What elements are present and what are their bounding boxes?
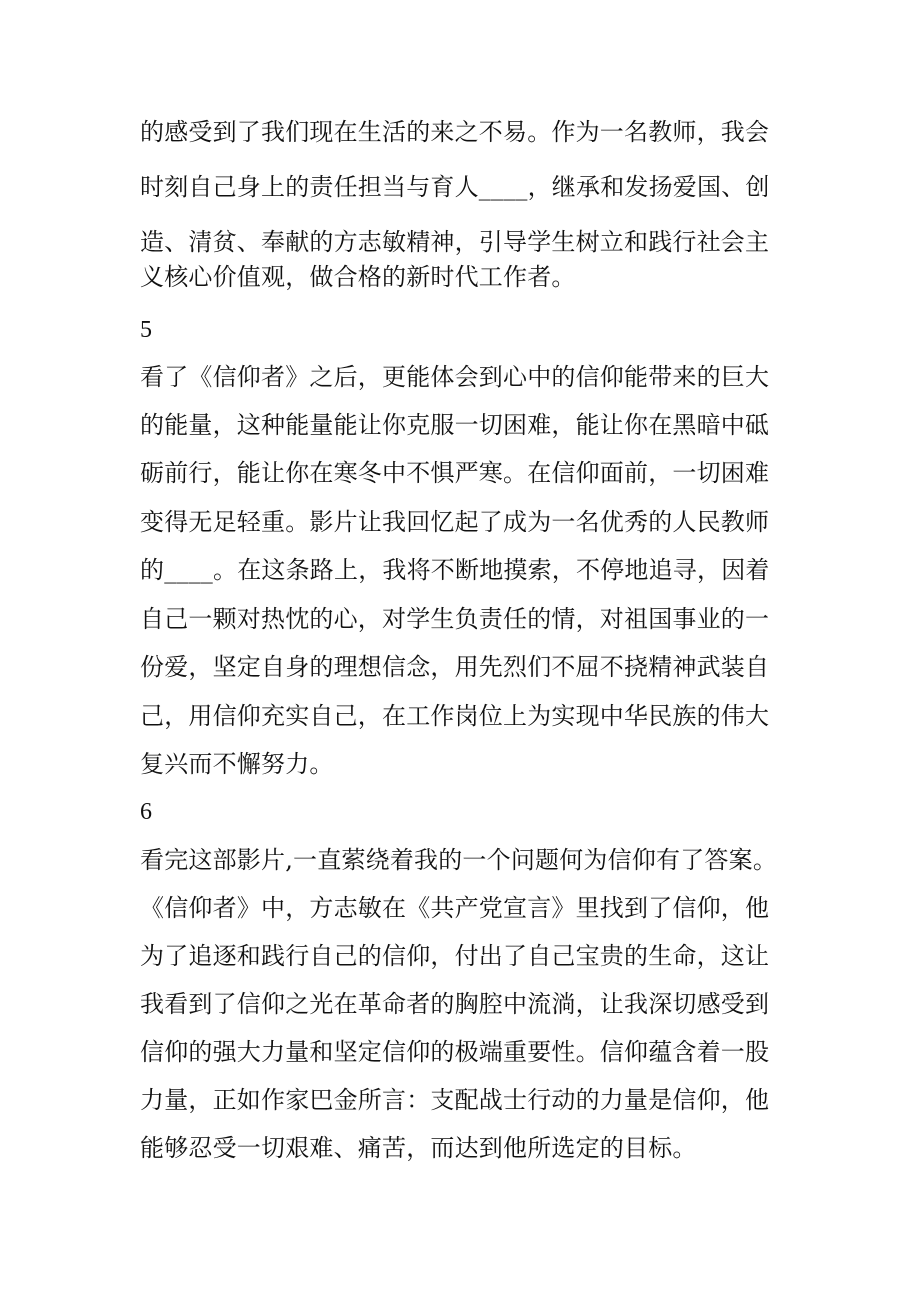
paragraph-line: 看了《信仰者》之后，更能体会到心中的信仰能带来的巨大 — [140, 363, 770, 391]
paragraph-line: 力量，正如作家巴金所言：支配战士行动的力量是信仰，他 — [140, 1086, 770, 1114]
section-number: 5 — [140, 317, 153, 343]
paragraph-line: 我看到了信仰之光在革命者的胸腔中流淌，让我深切感受到 — [140, 990, 770, 1018]
paragraph-line: 己，用信仰充实自己，在工作岗位上为实现中华民族的伟大 — [140, 702, 770, 730]
paragraph-line: 变得无足轻重。影片让我回忆起了成为一名优秀的人民教师 — [140, 508, 770, 536]
paragraph-line: 为了追逐和践行自己的信仰，付出了自己宝贵的生命，这让 — [140, 942, 770, 970]
paragraph-line: 能够忍受一切艰难、痛苦，而达到他所选定的目标。 — [140, 1134, 697, 1162]
paragraph-line: 自己一颗对热忱的心，对学生负责任的情，对祖国事业的一 — [140, 605, 770, 633]
paragraph-line: 份爱，坚定自身的理想信念，用先烈们不屈不挠精神武装自 — [140, 653, 770, 681]
paragraph-line: 《信仰者》中，方志敏在《共产党宣言》里找到了信仰，他 — [140, 894, 770, 922]
paragraph-line: 砺前行，能让你在寒冬中不惧严寒。在信仰面前，一切困难 — [140, 459, 770, 487]
paragraph-line: 义核心价值观，做合格的新时代工作者。 — [140, 263, 576, 291]
paragraph-line: 复兴而不懈努力。 — [140, 750, 334, 778]
paragraph-line: 看完这部影片,一直萦绕着我的一个问题何为信仰有了答案。 — [140, 846, 778, 874]
paragraph-line: 造、清贫、奉献的方志敏精神，引导学生树立和践行社会主 — [140, 228, 770, 256]
section-number: 6 — [140, 799, 153, 825]
paragraph-line: 的能量，这种能量能让你克服一切困难，能让你在黑暗中砥 — [140, 411, 770, 439]
paragraph-line: 时刻自己身上的责任担当与育人____，继承和发扬爱国、创 — [140, 173, 770, 201]
paragraph-line: 的____。在这条路上，我将不断地摸索，不停地追寻，因着 — [140, 556, 770, 584]
paragraph-line: 信仰的强大力量和坚定信仰的极端重要性。信仰蕴含着一股 — [140, 1038, 770, 1066]
paragraph-line: 的感受到了我们现在生活的来之不易。作为一名教师，我会 — [140, 118, 770, 146]
